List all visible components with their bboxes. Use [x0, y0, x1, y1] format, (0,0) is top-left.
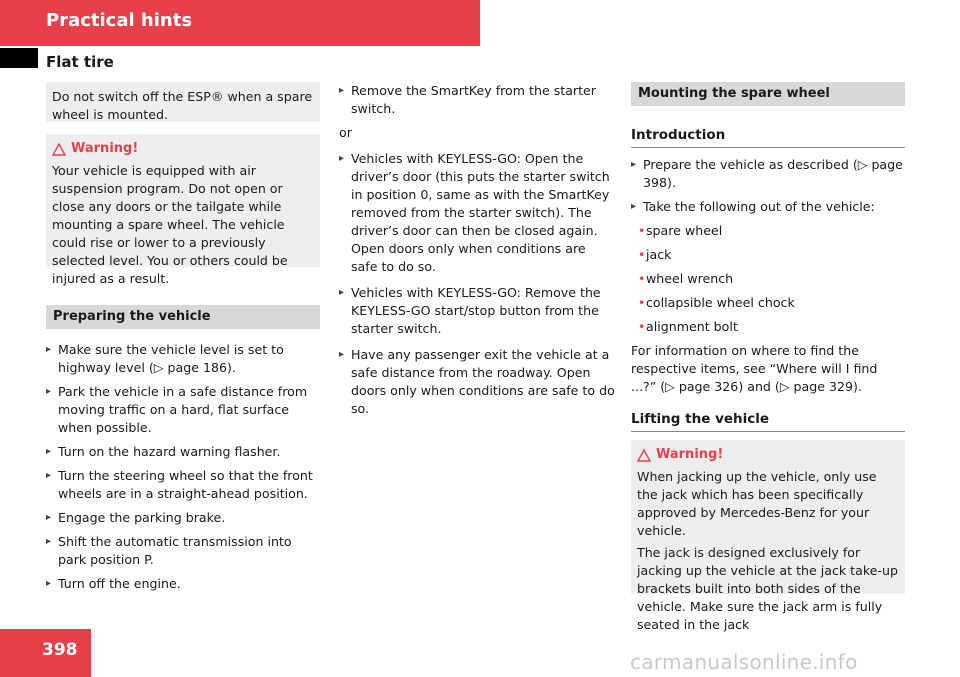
- list-item: • jack: [638, 247, 672, 262]
- list-item: • wheel wrench: [638, 271, 734, 286]
- warning-heading: [52, 140, 314, 158]
- step-arrow-icon: ▸: [631, 159, 637, 170]
- step-item: ▸ Prepare the vehicle as described (▷ page 398).: [631, 157, 903, 190]
- bullet-dot-icon: •: [638, 319, 646, 334]
- step-arrow-icon: ▸: [46, 470, 52, 481]
- column-3: [631, 82, 905, 632]
- header-tab-marker: [0, 48, 38, 68]
- step-arrow-icon: ▸: [631, 201, 637, 212]
- step-arrow-icon: ▸: [339, 85, 345, 96]
- bullet-dot-icon: •: [638, 271, 646, 286]
- bullet-dot-icon: •: [638, 247, 646, 262]
- watermark: carmanualsonline.info: [630, 650, 858, 674]
- step-arrow-icon: ▸: [339, 349, 345, 360]
- step-arrow-icon: ▸: [46, 386, 52, 397]
- step-item: ▸ Make sure the vehicle level is set to highway level (▷ page 186).: [46, 342, 284, 375]
- step-arrow-icon: ▸: [339, 287, 345, 298]
- step-arrow-icon: ▸: [46, 344, 52, 355]
- step-item: ▸ Turn the steering wheel so that the front wheels are in a straight-ahead position.: [46, 468, 313, 501]
- column-2: [339, 82, 615, 424]
- warning-title: Warning!: [71, 141, 139, 156]
- preparing-section-title: Preparing the vehicle: [46, 305, 320, 329]
- intro-steps: [631, 156, 905, 336]
- step-item: ▸ Turn off the engine.: [46, 576, 181, 591]
- warning-text: Your vehicle is equipped with air suspension program. Do not open or close any doors or the tailgate while mounting a spare wheel. The vehicle could rise or lower to a previously selected level. You or others could be injured as a result.: [52, 163, 288, 286]
- column-1: [46, 82, 320, 599]
- section-subtitle: Flat tire: [46, 53, 114, 71]
- mounting-section-title: Mounting the spare wheel: [631, 82, 905, 106]
- step-arrow-icon: ▸: [46, 536, 52, 547]
- list-item: • collapsible wheel chock: [638, 295, 795, 310]
- warning-text-1: When jacking up the vehicle, only use the jack which has been specifically approved by Mercedes-Benz for your vehicle.: [637, 469, 877, 538]
- chapter-title: Practical hints: [46, 10, 193, 31]
- step-arrow-icon: ▸: [339, 153, 345, 164]
- warning-box-2: [631, 440, 905, 632]
- esp-note: [46, 82, 320, 122]
- preparing-steps: [46, 341, 320, 593]
- step-arrow-icon: ▸: [46, 446, 52, 457]
- warning-triangle-icon: [637, 449, 651, 462]
- step-item: ▸ Engage the parking brake.: [46, 510, 226, 525]
- warning-heading: [637, 446, 899, 464]
- warning-title: Warning!: [656, 447, 724, 462]
- info-paragraph: For information on where to find the respective items, see “Where will I find ...?” (▷ page 326) and (▷ page 329).: [631, 343, 878, 394]
- step-item: ▸ Vehicles with KEYLESS-GO: Open the driver’s door (this puts the starter switch in position 0, same as with the SmartKey removed from the starter switch). The driver’s door can then be closed again. Open doors only when conditions are safe to do so.: [339, 151, 610, 274]
- step-item: ▸ Remove the SmartKey from the starter switch.: [339, 83, 596, 116]
- list-item: • spare wheel: [638, 223, 723, 238]
- step-item: ▸ Turn on the hazard warning flasher.: [46, 444, 281, 459]
- step-item: ▸ Park the vehicle in a safe distance from moving traffic on a hard, flat surface when possible.: [46, 384, 308, 435]
- bullet-dot-icon: •: [638, 295, 646, 310]
- warning-box-1: [46, 134, 320, 286]
- step-item: ▸ Take the following out of the vehicle:: [631, 199, 875, 214]
- lifting-heading: Lifting the vehicle: [631, 410, 905, 432]
- list-item: • alignment bolt: [638, 319, 738, 334]
- step-arrow-icon: ▸: [46, 578, 52, 589]
- step-item: ▸ Vehicles with KEYLESS-GO: Remove the KEYLESS-GO start/stop button from the starter switch.: [339, 285, 601, 336]
- step-item: ▸ Have any passenger exit the vehicle at a safe distance from the roadway. Open doors only when conditions are safe to do so.: [339, 347, 615, 416]
- introduction-heading: Introduction: [631, 126, 905, 148]
- step-item: ▸ Shift the automatic transmission into park position P.: [46, 534, 292, 567]
- warning-text-2: The jack is designed exclusively for jacking up the vehicle at the jack take-up brackets built into both sides of the vehicle. Make sure the jack arm is fully seated in the jack: [637, 545, 898, 632]
- bullet-dot-icon: •: [638, 223, 646, 238]
- or-text: or: [339, 125, 352, 140]
- warning-triangle-icon: [52, 143, 66, 156]
- page-number: 398: [42, 640, 78, 660]
- step-arrow-icon: ▸: [46, 512, 52, 523]
- esp-note-text: Do not switch off the ESP® when a spare wheel is mounted.: [52, 89, 313, 122]
